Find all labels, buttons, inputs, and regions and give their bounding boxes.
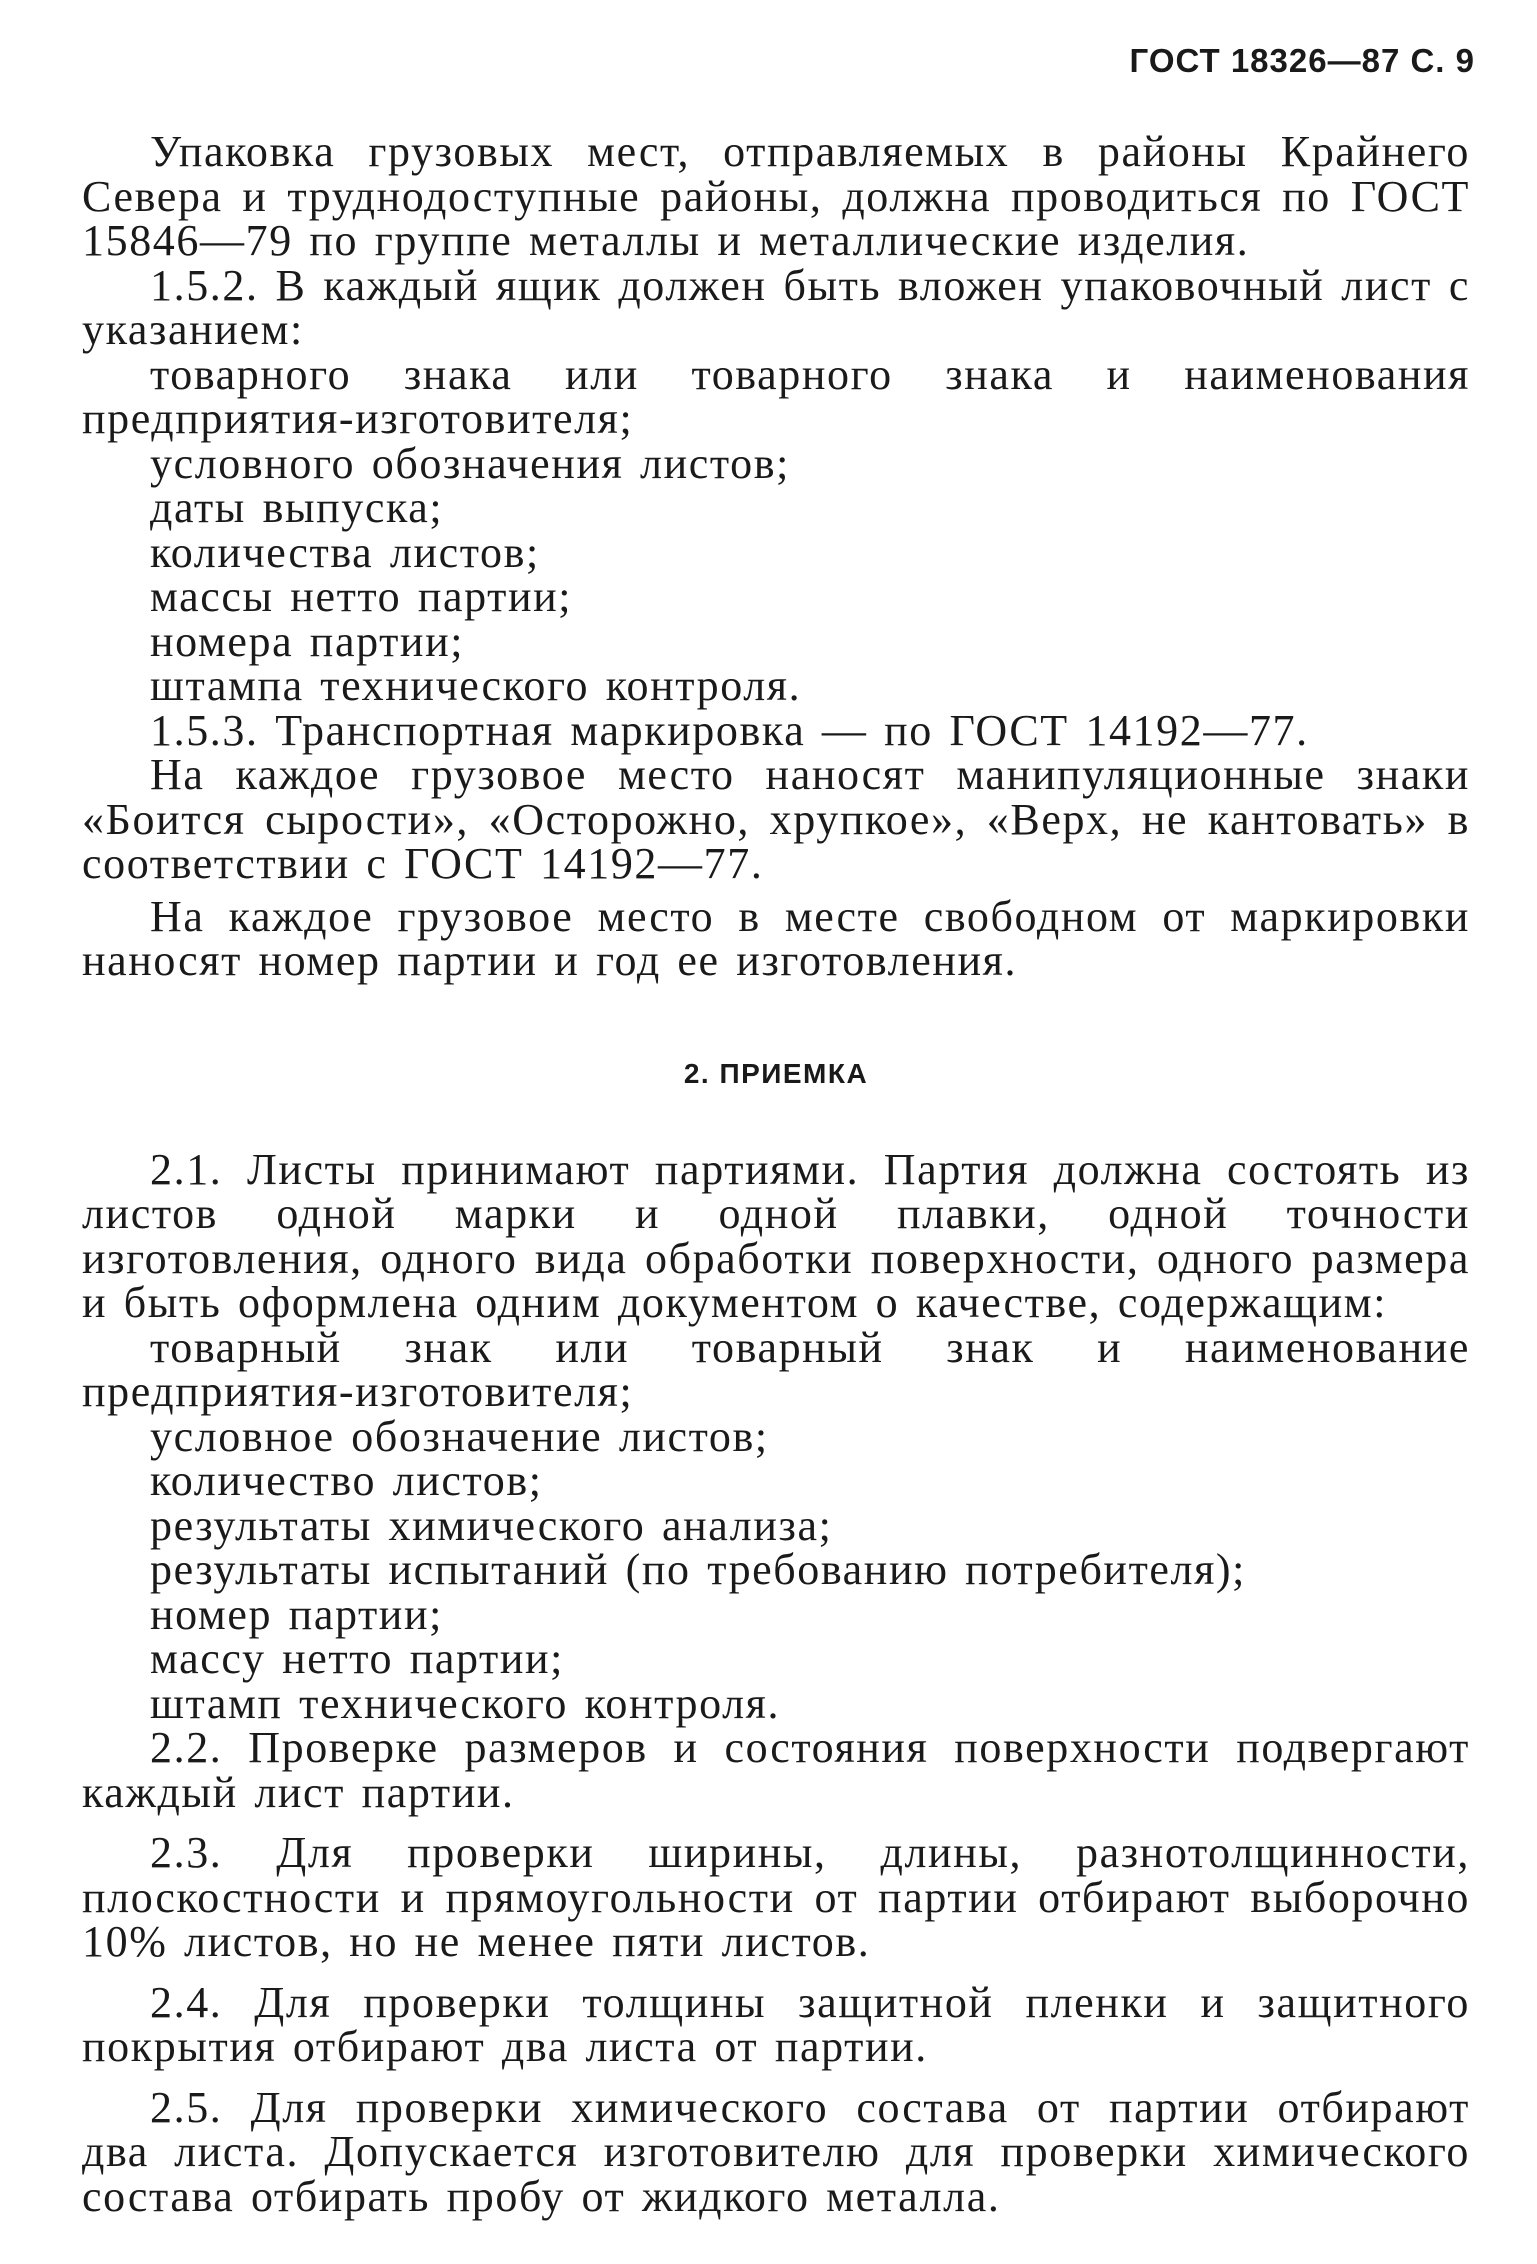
- paragraph: 2.5. Для проверки химического состава от партии отбирают два листа. Допускается изготовителю для проверки химического состава отбирать пробу от жидкого металла.: [82, 2082, 1470, 2221]
- section-title: 2. ПРИЕМКА: [683, 1057, 869, 1089]
- list-item: номер партии;: [150, 1589, 443, 1639]
- list-item: товарного знака или товарного знака и наименования предприятия-изготовителя;: [82, 349, 1470, 443]
- paragraph: 2.3. Для проверки ширины, длины, разнотолщинности, плоскостности и прямоугольности от партии отбирают выборочно 10% листов, но не менее пяти листов.: [82, 1828, 1470, 1966]
- list-item: товарный знак или товарный знак и наименование предприятия-изготовителя;: [82, 1322, 1470, 1416]
- list-item: условного обозначения листов;: [150, 438, 790, 488]
- list-item: штамп технического контроля.: [150, 1678, 781, 1728]
- list-item: условное обозначение листов;: [150, 1411, 769, 1461]
- document-body: [82, 127, 1470, 2221]
- paragraph: На каждое грузовое место наносят манипуляционные знаки «Боится сырости», «Осторожно, хрупкое», «Верх, не кантовать» в соответствии с ГОСТ 14192—77.: [82, 750, 1470, 888]
- paragraph: 2.2. Проверке размеров и состояния поверхности подвергают каждый лист партии.: [82, 1723, 1470, 1817]
- paragraph: 1.5.3. Транспортная маркировка — по ГОСТ 14192—77.: [150, 705, 1309, 755]
- list-item: результаты испытаний (по требованию потребителя);: [150, 1545, 1247, 1594]
- list-item: штампа технического контроля.: [150, 661, 802, 710]
- list-item: количества листов;: [150, 527, 540, 577]
- page-header: ГОСТ 18326—87 С. 9: [1129, 42, 1475, 79]
- paragraph: Упаковка грузовых мест, отправляемых в районы Крайнего Севера и труднодоступные районы, должна проводиться по ГОСТ 15846—79 по группе металлы и металлические изделия.: [82, 127, 1470, 265]
- paragraph: На каждое грузовое место в месте свободном от маркировки наносят номер партии и год ее изготовления.: [82, 891, 1470, 985]
- list-item: массу нетто партии;: [150, 1634, 564, 1683]
- list-item: количество листов;: [150, 1456, 543, 1505]
- list-item: даты выпуска;: [150, 483, 444, 532]
- list-item: номера партии;: [150, 616, 465, 666]
- list-item: результаты химического анализа;: [150, 1500, 833, 1550]
- paragraph: 2.1. Листы принимают партиями. Партия должна состоять из листов одной марки и одной плавки, одной точности изготовления, одного вида обработки поверхности, одного размера и быть оформлена одним документом о качестве, содержащим:: [82, 1144, 1470, 1327]
- paragraph: 1.5.2. В каждый ящик должен быть вложен упаковочный лист с указанием:: [82, 260, 1470, 354]
- paragraph: 2.4. Для проверки толщины защитной пленки и защитного покрытия отбирают два листа от партии.: [82, 1977, 1470, 2071]
- list-item: массы нетто партии;: [150, 572, 573, 621]
